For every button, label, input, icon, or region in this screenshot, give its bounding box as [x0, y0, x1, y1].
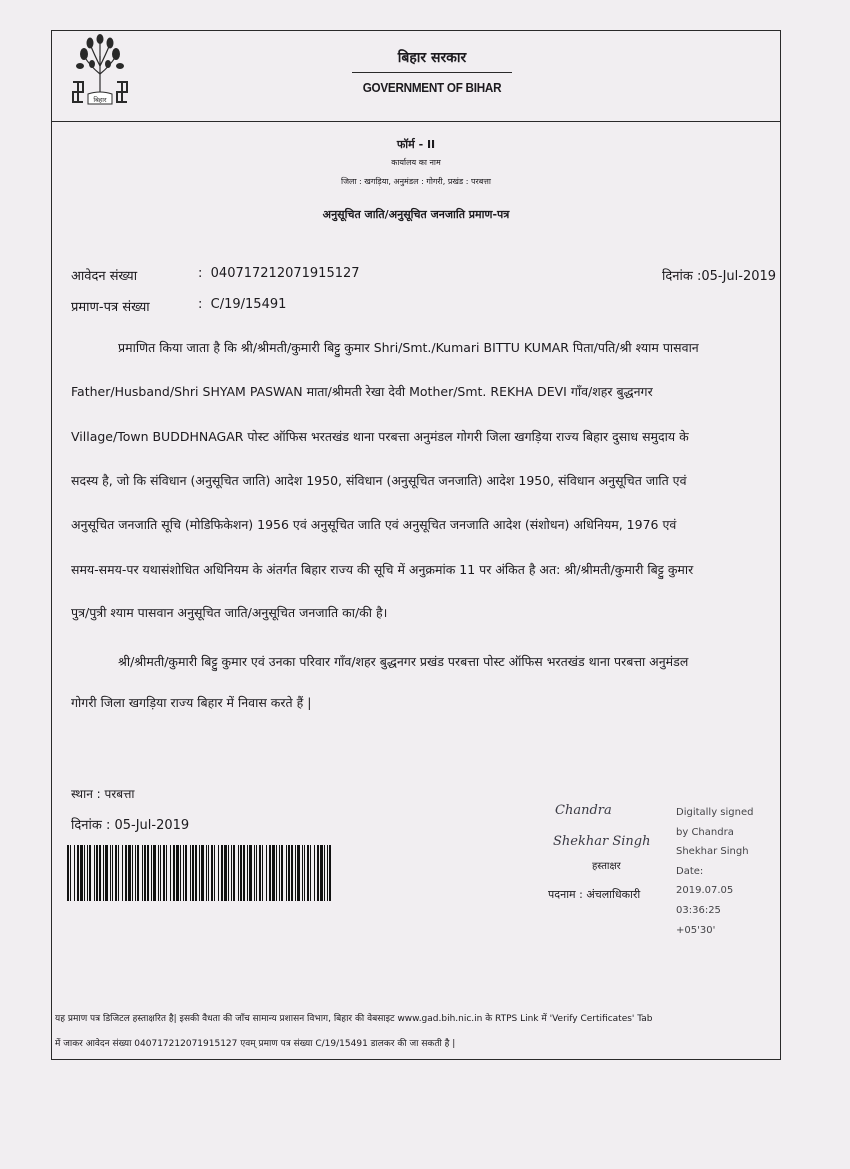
barcode-bar: [132, 845, 133, 901]
barcode-bar: [276, 845, 277, 901]
barcode-bar: [163, 845, 165, 901]
barcode-bar: [151, 845, 152, 901]
government-title-hindi: बिहार सरकार: [397, 50, 467, 66]
barcode-bar: [224, 845, 227, 901]
barcode-bar: [112, 845, 113, 901]
barcode-bar: [192, 845, 194, 901]
body-line: प्रमाणित किया जाता है कि श्री/श्रीमती/कुमारी बिट्टु कुमार Shri/Smt./Kumari BITTU KUMAR पिता/पति/श्री श्याम पासवान: [118, 340, 699, 355]
barcode-bar: [135, 845, 136, 901]
barcode-bar: [115, 845, 117, 901]
digital-signature-block: [676, 803, 766, 940]
barcode-bar: [142, 845, 143, 901]
colon-separator: :: [198, 297, 203, 312]
barcode-bar: [228, 845, 229, 901]
barcode-bar: [259, 845, 261, 901]
barcode: [67, 845, 334, 901]
digital-signature-line: +05'30': [676, 924, 716, 936]
barcode-bar: [324, 845, 325, 901]
barcode-bar: [314, 845, 315, 901]
certificate-title: अनुसूचित जाति/अनुसूचित जनजाति प्रमाण-पत्र: [322, 208, 510, 221]
office-label: कार्यालय का नाम: [391, 158, 441, 167]
body-line: पुत्र/पुत्री श्याम पासवान अनुसूचित जाति/अनुसूचित जनजाति का/की है।: [71, 605, 388, 620]
barcode-bar: [96, 845, 98, 901]
application-number: 040717212071915127: [210, 266, 360, 281]
barcode-bar: [221, 845, 223, 901]
header-divider: [51, 121, 781, 122]
barcode-bar: [195, 845, 197, 901]
designation: पदनाम : अंचलाधिकारी: [548, 888, 641, 901]
barcode-bar: [317, 845, 319, 901]
barcode-bar: [310, 845, 311, 901]
barcode-bar: [170, 845, 171, 901]
barcode-bar: [80, 845, 83, 901]
barcode-bar: [243, 845, 245, 901]
barcode-bar: [99, 845, 101, 901]
barcode-bar: [211, 845, 213, 901]
body-line: गोगरी जिला खगड़िया राज्य बिहार में निवास करते हैं |: [71, 695, 312, 710]
barcode-bar: [247, 845, 248, 901]
bihar-emblem-icon: [68, 34, 132, 112]
barcode-bar: [269, 845, 271, 901]
barcode-bar: [110, 845, 111, 901]
application-number-label: आवेदन संख्या: [71, 269, 138, 284]
footer-date: दिनांक : 05-Jul-2019: [71, 818, 190, 833]
barcode-bar: [125, 845, 127, 901]
certificate-number-label: प्रमाण-पत्र संख्या: [71, 300, 150, 315]
barcode-bar: [231, 845, 232, 901]
barcode-bar: [180, 845, 181, 901]
place-field: स्थान : परबत्ता: [71, 787, 135, 801]
barcode-bar: [286, 845, 287, 901]
barcode-bar: [279, 845, 280, 901]
certificate-number: C/19/15491: [210, 297, 287, 312]
barcode-bar: [160, 845, 161, 901]
emblem-label: बिहार: [93, 96, 107, 104]
barcode-bar: [304, 845, 305, 901]
barcode-bar: [128, 845, 131, 901]
barcode-bar: [329, 845, 331, 901]
barcode-bar: [183, 845, 184, 901]
barcode-bar: [208, 845, 209, 901]
barcode-bar: [190, 845, 191, 901]
barcode-bar: [176, 845, 179, 901]
district-line: जिला : खगड़िया, अनुमंडल : गोगरी, प्रखंड : परबत्ता: [341, 177, 491, 186]
body-line: Village/Town BUDDHNAGAR पोस्ट ऑफिस भरतखंड थाना परबत्ता अनुमंडल गोगरी जिला खगड़िया राज्य बिहार दुसाध समुदाय के: [71, 429, 689, 444]
digital-signature-line: Shekhar Singh: [676, 846, 749, 858]
certificate-number-value: [198, 297, 286, 312]
barcode-bar: [218, 845, 219, 901]
barcode-bar: [77, 845, 79, 901]
body-line: श्री/श्रीमती/कुमारी बिट्टु कुमार एवं उनका परिवार गाँव/शहर बुद्धनगर प्रखंड परबत्ता पोस्ट ऑफिस भरतखंड थाना परबत्ता अनुमंडल: [118, 654, 689, 669]
verification-note-line: में जाकर आवेदन संख्या 040717212071915127 एवम् प्रमाण पत्र संख्या C/19/15491 डालकर की जा सकती है |: [55, 1039, 456, 1049]
barcode-bar: [118, 845, 119, 901]
digital-signature-line: by Chandra: [676, 826, 734, 838]
barcode-bar: [266, 845, 267, 901]
barcode-bar: [214, 845, 215, 901]
barcode-bar: [158, 845, 159, 901]
barcode-bar: [327, 845, 328, 901]
barcode-bar: [137, 845, 139, 901]
barcode-bar: [94, 845, 95, 901]
digital-signature-line: 2019.07.05: [676, 885, 734, 897]
digital-signature-line: Date:: [676, 865, 704, 877]
barcode-bar: [105, 845, 108, 901]
barcode-bar: [199, 845, 200, 901]
barcode-bar: [173, 845, 175, 901]
government-title-divider: [352, 72, 512, 73]
barcode-bar: [254, 845, 255, 901]
barcode-bar: [249, 845, 252, 901]
barcode-bar: [262, 845, 263, 901]
signature-label: हस्ताक्षर: [592, 861, 621, 872]
barcode-bar: [70, 845, 71, 901]
barcode-bar: [147, 845, 149, 901]
barcode-bar: [144, 845, 146, 901]
barcode-bar: [272, 845, 275, 901]
barcode-bar: [166, 845, 167, 901]
barcode-bar: [302, 845, 303, 901]
barcode-bar: [288, 845, 290, 901]
barcode-bar: [297, 845, 300, 901]
colon-separator: :: [198, 266, 203, 281]
form-number: फॉर्म - II: [396, 138, 436, 151]
barcode-bar: [295, 845, 296, 901]
verification-note-line: यह प्रमाण पत्र डिजिटल हस्ताक्षरित है| इसकी वैधता की जाँच सामान्य प्रशासन विभाग, बिहार की वेबसाइट www.gad.bih.nic.in के RTPS Link में 'Verify Certificates' Tab: [55, 1014, 653, 1024]
body-line: सदस्य है, जो कि संविधान (अनुसूचित जाति) आदेश 1950, संविधान (अनुसूचित जनजाति) आदेश 1950, संविधान अनुसूचित जाति एवं: [71, 473, 687, 488]
barcode-bar: [206, 845, 207, 901]
barcode-bar: [89, 845, 91, 901]
barcode-bar: [185, 845, 187, 901]
barcode-bar: [240, 845, 242, 901]
signature-first-name: Chandra: [555, 803, 612, 818]
barcode-bar: [238, 845, 239, 901]
barcode-bar: [320, 845, 323, 901]
barcode-bar: [256, 845, 257, 901]
issue-date: दिनांक :05-Jul-2019: [662, 269, 777, 284]
body-line: समय-समय-पर यथासंशोधित अधिनियम के अंतर्गत बिहार राज्य की सूचि में अनुक्रमांक 11 पर अंकित है अत: श्री/श्रीमती/कुमारी बिट्टु कुमार: [71, 562, 694, 577]
barcode-bar: [201, 845, 204, 901]
barcode-bar: [84, 845, 85, 901]
barcode-bar: [74, 845, 75, 901]
body-line: अनुसूचित जनजाति सूचि (मोडिफिकेशन) 1956 एवं अनुसूचित जाति एवं अनुसूचित जनजाति आदेश (संशोधन) अधिनियम, 1976 एवं: [71, 517, 677, 532]
digital-signature-line: Digitally signed: [676, 807, 754, 818]
barcode-bar: [122, 845, 123, 901]
barcode-bar: [67, 845, 69, 901]
signature-last-name: Shekhar Singh: [553, 834, 651, 849]
barcode-bar: [307, 845, 309, 901]
barcode-bar: [103, 845, 104, 901]
barcode-bar: [291, 845, 293, 901]
application-number-value: [198, 266, 360, 281]
barcode-bar: [281, 845, 283, 901]
barcode-bar: [153, 845, 156, 901]
barcode-bar: [233, 845, 235, 901]
body-line: Father/Husband/Shri SHYAM PASWAN माता/श्रीमती रेखा देवी Mother/Smt. REKHA DEVI गाँव/शहर बुद्धनगर: [71, 384, 653, 399]
barcode-bar: [87, 845, 88, 901]
digital-signature-line: 03:36:25: [676, 904, 721, 916]
government-title-english: GOVERNMENT OF BIHAR: [362, 80, 502, 95]
